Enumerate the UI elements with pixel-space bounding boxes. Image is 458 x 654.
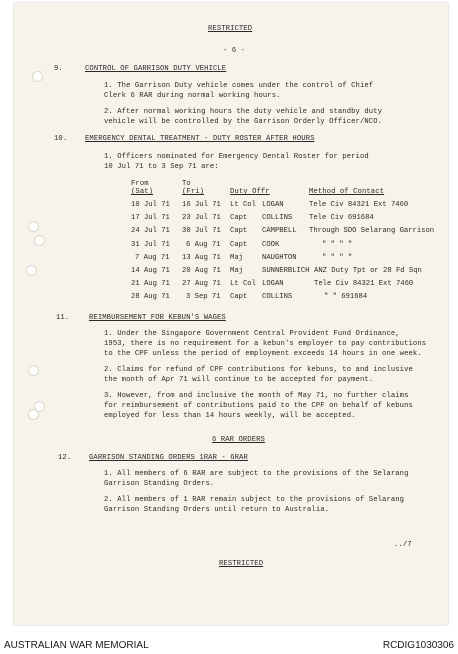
section-number: 10. — [54, 135, 68, 143]
paragraph-line: 2. Claims for refund of CPF contributions for kebuns, to and inclusive — [104, 366, 413, 374]
roster-from: 17 Jul 71 — [131, 214, 170, 223]
table-row — [0, 293, 368, 306]
roster-from: 24 Jul 71 — [131, 227, 170, 236]
paragraph-line: 2. After normal working hours the duty vehicle and standby duty — [104, 108, 383, 116]
paragraph-line: the month of Apr 71 will continue to be accepted for payment. — [104, 376, 374, 384]
roster-rank: Capt — [230, 293, 248, 302]
paragraph-line: for reimbursement of contributions paid to the CPF on behalf of kebuns — [104, 402, 413, 410]
paragraph-line: employed for less than 14 hours weekly, will be accepted. — [104, 412, 356, 420]
roster-rank: Lt Col — [230, 201, 256, 209]
roster-contact: " " " " — [322, 253, 353, 262]
roster-rank: Capt — [230, 227, 248, 236]
section-title: REIMBURSEMENT FOR KEBUN'S WAGES — [89, 314, 226, 322]
roster-from: 7 Aug 71 — [135, 253, 170, 262]
roster-contact: " " 691684 — [324, 293, 368, 302]
paragraph-line: 1. All members of 6 RAR are subject to the provisions of the Selarang — [104, 470, 409, 478]
roster-header-from-day: (Sat) — [131, 188, 154, 196]
roster-contact: Through SDO Selarang Garrison — [309, 227, 435, 236]
roster-name: COOK — [262, 240, 280, 249]
paragraph-line: 1. The Garrison Duty vehicle comes under the control of Chief — [104, 82, 374, 90]
paragraph-line: to the CPF unless the period of employment exceeds 14 hours in one week. — [104, 350, 422, 358]
classification-footer: RESTRICTED — [219, 560, 264, 568]
table-row — [0, 214, 374, 227]
roster-header-from: From — [131, 180, 149, 188]
roster-rank: Lt Col — [230, 280, 256, 289]
roster-to: 30 Jul 71 — [182, 227, 221, 236]
paragraph-line: 1. Under the Singapore Government Central Provident Fund Ordinance, — [104, 330, 400, 338]
roster-name: NAUGHTON — [262, 253, 297, 262]
roster-from: 14 Aug 71 — [131, 266, 170, 275]
table-row — [0, 266, 422, 280]
roster-header-to: To — [182, 180, 191, 188]
roster-name: LOGAN — [262, 201, 284, 209]
roster-from: 10 Jul 71 — [131, 201, 170, 209]
table-row — [0, 201, 409, 214]
roster-contact: " " " " — [322, 240, 353, 249]
paragraph-line: 3. However, from and inclusive the month of May 71, no further claims — [104, 392, 409, 400]
paragraph-line: Garrison Standing Orders. — [104, 480, 215, 488]
paragraph-line: Clerk 6 RAR during normal working hours. — [104, 92, 281, 100]
roster-to: 6 Aug 71 — [186, 240, 221, 249]
page-number: - 6 - — [223, 47, 246, 55]
orders-heading: 6 RAR ORDERS — [212, 436, 265, 444]
roster-from: 28 Aug 71 — [131, 293, 170, 302]
roster-to: 3 Sep 71 — [186, 293, 221, 302]
continuation-marker: ../7 — [394, 541, 412, 549]
table-row — [0, 227, 435, 240]
archive-name: AUSTRALIAN WAR MEMORIAL — [4, 640, 149, 651]
roster-header-method: Method of Contact — [309, 188, 385, 196]
roster-name: SUNNERBLICH — [262, 266, 310, 275]
roster-contact: Tele Civ 84321 Ext 7460 — [309, 201, 409, 209]
roster-contact: Tele Civ 84321 Ext 7460 — [314, 280, 414, 289]
section-number: 11. — [56, 314, 70, 322]
table-row — [0, 253, 353, 267]
roster-header-duty: Duty Offr — [230, 188, 270, 196]
roster-name: COLLINS — [262, 214, 293, 223]
paragraph-line: 1953, there is no requirement for a kebun's employer to pay contributions — [104, 340, 427, 348]
roster-to: 23 Jul 71 — [182, 214, 221, 223]
roster-table — [0, 201, 435, 307]
roster-to: 16 Jul 71 — [182, 201, 221, 209]
roster-contact: Tele Civ 691684 — [309, 214, 374, 223]
roster-rank: Maj — [230, 253, 243, 262]
section-title: CONTROL OF GARRISON DUTY VEHICLE — [85, 65, 227, 73]
roster-from: 31 Jul 71 — [131, 240, 170, 249]
roster-name: CAMPBELL — [262, 227, 297, 236]
table-row — [0, 280, 414, 293]
roster-rank: Maj — [230, 266, 243, 275]
punch-hole — [28, 409, 39, 420]
archive-footer — [0, 626, 458, 654]
paragraph-line: vehicle will be controlled by the Garrison Orderly Officer/NCO. — [104, 118, 383, 126]
archive-reference: RCDIG1030306 — [382, 640, 454, 651]
paragraph-line: 10 Jul 71 to 3 Sep 71 are: — [104, 163, 219, 171]
classification-header: RESTRICTED — [208, 25, 253, 33]
roster-rank: Capt — [230, 214, 248, 223]
roster-name: COLLINS — [262, 293, 293, 302]
roster-name: LOGAN — [262, 280, 284, 289]
roster-header-to-day: (Fri) — [182, 188, 205, 196]
roster-from: 21 Aug 71 — [131, 280, 170, 289]
paragraph-line: Garrison Standing Orders until return to Australia. — [104, 506, 330, 514]
section-title: GARRISON STANDING ORDERS 1RAR - 6RAR — [89, 454, 248, 462]
section-number: 12. — [58, 454, 72, 462]
roster-contact: ANZ Duty Tpt or 28 Fd Sqn — [314, 266, 422, 275]
roster-to: 20 Aug 71 — [182, 266, 221, 275]
punch-hole — [32, 71, 43, 82]
paragraph-line: 1. Officers nominated for Emergency Dental Roster for period — [104, 153, 369, 161]
roster-rank: Capt — [230, 240, 248, 249]
roster-to: 27 Aug 71 — [182, 280, 221, 289]
section-title: EMERGENCY DENTAL TREATMENT - DUTY ROSTER AFTER HOURS — [85, 135, 315, 143]
paragraph-line: 2. All members of 1 RAR remain subject to the provisions of Selarang — [104, 496, 405, 504]
table-row — [0, 240, 353, 254]
section-number: 9. — [54, 65, 63, 73]
punch-hole — [28, 365, 39, 376]
roster-to: 13 Aug 71 — [182, 253, 221, 262]
